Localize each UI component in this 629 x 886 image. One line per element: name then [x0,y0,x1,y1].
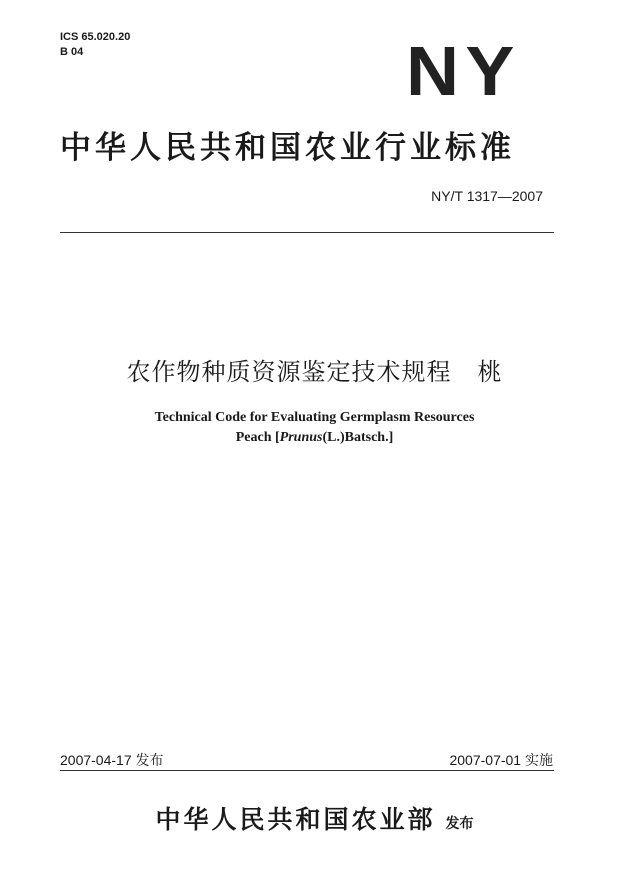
chinese-title-crop: 桃 [477,358,503,386]
publisher [0,800,629,836]
english-title-line2 [0,430,629,446]
genus-name: Prunus [279,430,323,445]
ny-logo: NY [406,32,521,110]
publisher-suffix: 发布 [445,816,474,832]
top-divider [60,232,554,233]
implementation-date: 2007-07-01 实施 [449,752,553,768]
issue-date: 2007-04-17 发布 [60,752,164,768]
bottom-divider [60,770,554,771]
chinese-title [0,352,629,387]
chinese-title-main: 农作物种质资源鉴定技术规程 [126,358,452,386]
organization-title: 中华人民共和国农业行业标准 [60,130,515,166]
english-title-prefix: Peach [ [235,430,280,445]
english-title-suffix: (L.)Batsch.] [322,430,394,445]
ccs-code: B 04 [60,46,84,58]
publisher-name: 中华人民共和国农业部 [155,805,436,834]
english-title-line1: Technical Code for Evaluating Germplasm Resources [154,410,475,425]
standard-number: NY/T 1317—2007 [431,188,543,204]
classification-codes [60,30,130,60]
ics-code: ICS 65.020.20 [60,31,131,43]
